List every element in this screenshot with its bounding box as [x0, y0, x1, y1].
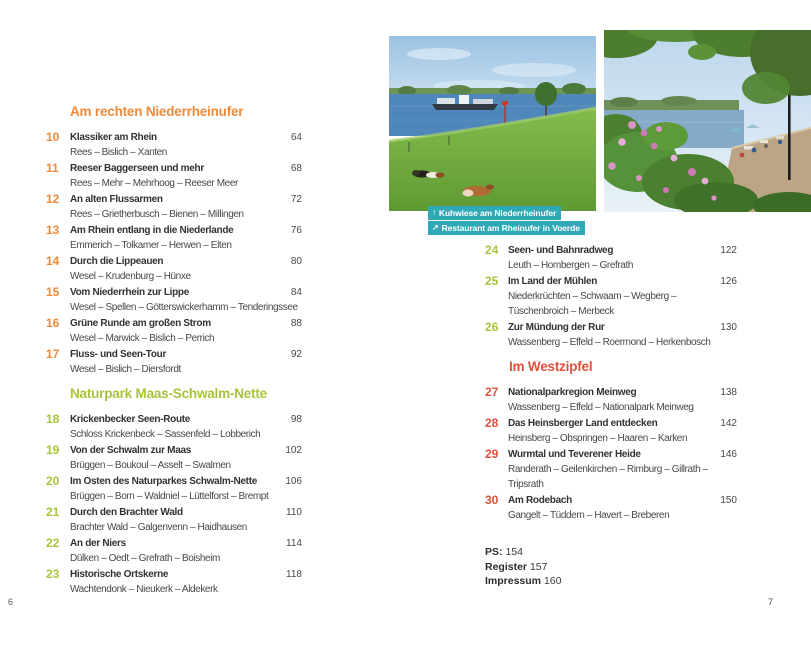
tour-page-ref: 114 — [286, 538, 302, 549]
section-heading: Naturpark Maas-Schwalm-Nette — [70, 386, 267, 401]
tour-number: 18 — [46, 412, 60, 426]
tour-page-ref: 150 — [720, 495, 737, 506]
section-naturpark-continued — [485, 243, 737, 350]
tour-route: Wachtendonk – Nieukerk – Aldekerk — [70, 584, 218, 595]
tour-route: Wassenberg – Effeld – Nationalpark Meinweg — [508, 402, 694, 413]
tour-number: 21 — [46, 505, 60, 519]
tour-number: 27 — [485, 385, 499, 399]
tour-number: 10 — [46, 130, 60, 144]
tour-title: Fluss- und Seen-Tour — [70, 349, 167, 360]
toc-entry — [46, 443, 302, 473]
tour-number: 13 — [46, 223, 60, 237]
toc-entry — [46, 567, 302, 597]
arrow-up-right-icon: ↗ — [432, 223, 439, 232]
folio-left: 6 — [8, 597, 14, 607]
tour-number: 29 — [485, 447, 499, 461]
photo-caption — [428, 221, 585, 235]
tour-page-ref: 130 — [720, 322, 737, 333]
tour-route: Rees – Grietherbusch – Bienen – Millingen — [70, 209, 244, 220]
toc-column-left — [46, 104, 302, 598]
photo-caption — [428, 206, 561, 220]
toc-entry — [485, 274, 737, 319]
backmatter-page-ref: 160 — [543, 575, 562, 587]
section-heading: Am rechten Niederrheinufer — [70, 104, 244, 119]
tour-title: Durch die Lippeauen — [70, 256, 164, 267]
tour-page-ref: 98 — [290, 414, 302, 425]
tour-page-ref: 72 — [290, 194, 302, 205]
section-heading: Im Westzipfel — [509, 359, 593, 374]
tour-number: 25 — [485, 274, 499, 288]
tour-page-ref: 142 — [720, 418, 737, 429]
backmatter-label: Impressum — [485, 575, 542, 587]
tour-page-ref: 138 — [720, 387, 737, 398]
photo-caption-text: Kuhwiese am Niederrheinufer — [438, 208, 557, 218]
tour-number: 19 — [46, 443, 60, 457]
tour-number: 22 — [46, 536, 60, 550]
tour-page-ref: 106 — [285, 476, 302, 487]
backmatter-refs — [485, 545, 561, 589]
tour-title: Nationalparkregion Meinweg — [508, 387, 637, 398]
backmatter-page-ref: 154 — [505, 546, 523, 558]
tour-page-ref: 88 — [290, 318, 302, 329]
tour-title: Durch den Brachter Wald — [70, 507, 183, 518]
toc-entry — [485, 447, 737, 492]
tour-number: 14 — [46, 254, 60, 268]
backmatter-row — [485, 560, 561, 575]
tour-page-ref: 80 — [290, 256, 302, 267]
section-im-westzipfel — [485, 359, 737, 523]
toc-entry — [46, 412, 302, 442]
tour-page-ref: 122 — [720, 245, 737, 256]
tour-title: Grüne Runde am großen Strom — [70, 318, 211, 329]
tour-title: Seen- und Bahnradweg — [508, 245, 614, 256]
toc-entry — [46, 347, 302, 377]
tour-page-ref: 110 — [286, 507, 302, 518]
tour-number: 23 — [46, 567, 60, 581]
tour-title: Am Rodebach — [508, 495, 572, 506]
backmatter-row — [485, 545, 561, 560]
tour-page-ref: 102 — [285, 445, 302, 456]
tour-route: Schloss Krickenbeck – Sassenfeld – Lobberich — [70, 429, 261, 440]
tour-page-ref: 126 — [720, 276, 737, 287]
tour-title: Im Land der Mühlen — [508, 276, 598, 287]
tour-route: Rees – Bislich – Xanten — [70, 147, 167, 158]
toc-entry — [46, 254, 302, 284]
tour-number: 16 — [46, 316, 60, 330]
backmatter-row — [485, 574, 561, 589]
toc-entry — [46, 505, 302, 535]
tour-route: Dülken – Oedt – Grefrath – Boisheim — [70, 553, 220, 564]
tour-page-ref: 84 — [290, 287, 302, 298]
tour-page-ref: 68 — [290, 163, 302, 174]
toc-entry — [46, 316, 302, 346]
tour-title: Zur Mündung der Rur — [508, 322, 605, 333]
photo-cow-meadow — [389, 36, 596, 211]
toc-column-right — [485, 243, 737, 524]
tour-number: 11 — [46, 161, 59, 175]
tour-title: Wurmtal und Teverener Heide — [508, 449, 641, 460]
tour-route: Wesel – Marwick – Bislich – Perrich — [70, 333, 215, 344]
tour-title: An der Niers — [70, 538, 126, 549]
tour-page-ref: 146 — [720, 449, 737, 460]
toc-entry — [46, 192, 302, 222]
tour-title: Historische Ortskerne — [70, 569, 169, 580]
toc-entry — [485, 493, 737, 523]
toc-entry — [46, 474, 302, 504]
tour-route: Wesel – Bislich – Diersfordt — [70, 364, 181, 375]
backmatter-page-ref: 157 — [529, 560, 548, 573]
tour-page-ref: 64 — [290, 132, 302, 143]
toc-entry — [485, 385, 737, 415]
tour-title: Das Heinsberger Land entdecken — [508, 418, 658, 429]
photo-caption-text: Restaurant am Rheinufer in Voerde — [441, 223, 580, 233]
tour-number: 20 — [46, 474, 60, 488]
tour-route: Emmerich – Tolkamer – Herwen – Elten — [70, 240, 232, 251]
toc-entry — [485, 320, 737, 350]
photo-captions — [428, 206, 585, 235]
tour-route: Randerath – Geilenkirchen – Rimburg – Gillrath – Tripsrath — [508, 464, 708, 490]
tour-title: Am Rhein entlang in die Niederlande — [70, 225, 234, 236]
tour-route: Brüggen – Born – Waldniel – Lüttelforst – Brempt — [70, 491, 269, 502]
tour-page-ref: 76 — [290, 225, 302, 236]
tour-route: Niederkrüchten – Schwaam – Wegberg – Tüschenbroich – Merbeck — [508, 291, 677, 317]
section-am-rechten-niederrheinufer — [46, 104, 302, 377]
tour-title: Vom Niederrhein zur Lippe — [70, 287, 189, 298]
toc-entry — [46, 285, 302, 315]
tour-route: Wassenberg – Effeld – Roermond – Herkenbosch — [508, 337, 711, 348]
toc-entry — [46, 536, 302, 566]
toc-entry — [46, 130, 302, 160]
tour-number: 28 — [485, 416, 499, 430]
toc-entry — [485, 243, 737, 273]
toc-entry — [46, 223, 302, 253]
section-naturpark-maas-schwalm-nette — [46, 386, 302, 597]
tour-page-ref: 92 — [290, 349, 302, 360]
tour-route: Gangelt – Tüddern – Havert – Breberen — [508, 510, 670, 521]
tour-number: 15 — [46, 285, 60, 299]
tour-number: 12 — [46, 192, 60, 206]
arrow-up-icon: ↑ — [432, 208, 436, 217]
tour-number: 26 — [485, 320, 499, 334]
tour-title: Von der Schwalm zur Maas — [70, 445, 191, 456]
folio-right: 7 — [768, 597, 774, 607]
tour-number: 30 — [485, 493, 499, 507]
tour-route: Wesel – Spellen – Götterswickerhamm – Tenderingssee — [70, 302, 298, 313]
backmatter-label: PS: — [485, 546, 503, 558]
tour-title: Reeser Baggerseen und mehr — [70, 163, 204, 174]
tour-route: Wesel – Krudenburg – Hünxe — [70, 271, 191, 282]
tour-route: Heinsberg – Obspringen – Haaren – Karken — [508, 433, 688, 444]
tour-route: Brachter Wald – Galgenvenn – Haidhausen — [70, 522, 247, 533]
backmatter-label: Register — [485, 560, 528, 573]
photo-riverside-restaurant — [604, 30, 811, 212]
tour-title: Im Osten des Naturparkes Schwalm-Nette — [70, 476, 257, 487]
tour-number: 17 — [46, 347, 60, 361]
tour-title: Klassiker am Rhein — [70, 132, 157, 143]
tour-route: Leuth – Hombergen – Grefrath — [508, 260, 633, 271]
tour-page-ref: 118 — [286, 569, 302, 580]
tour-number: 24 — [485, 243, 499, 257]
toc-entry — [485, 416, 737, 446]
toc-entry — [46, 161, 302, 191]
tour-route: Rees – Mehr – Mehrhoog – Reeser Meer — [70, 178, 238, 189]
tour-title: Krickenbecker Seen-Route — [70, 414, 191, 425]
tour-title: An alten Flussarmen — [70, 194, 163, 205]
tour-route: Brüggen – Boukoul – Asselt – Swalmen — [70, 460, 231, 471]
